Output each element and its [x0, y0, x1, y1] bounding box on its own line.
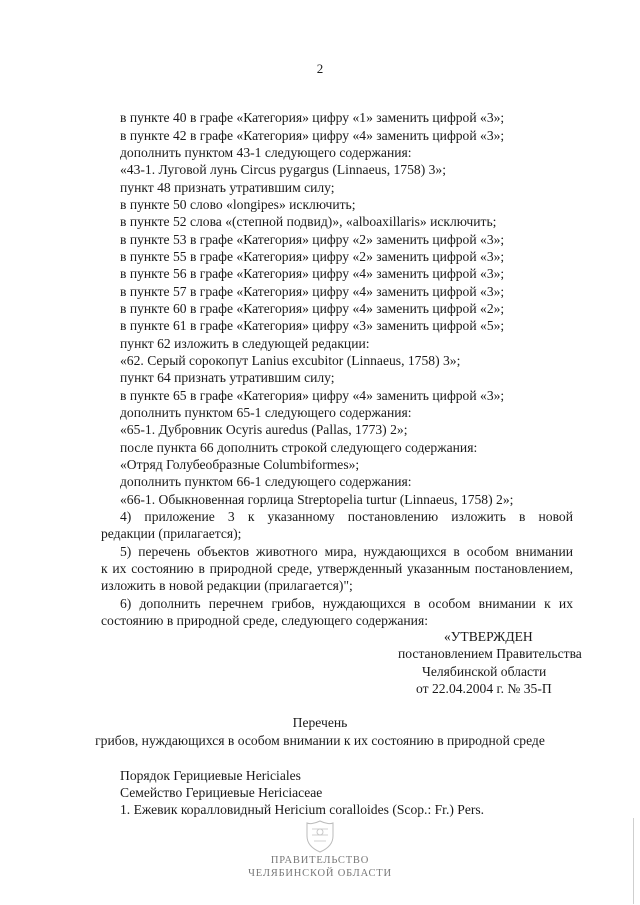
- amendment-line: в пункте 56 в графе «Категория» цифру «4» заменить цифрой «3»;: [120, 266, 505, 281]
- item-5-line: к их состоянию в природной среде, утвержденный указанным постановлением,: [101, 561, 573, 576]
- list-title: Перечень: [292, 715, 348, 730]
- taxon-family: Семейство Герициевые Hericiaceae: [120, 785, 323, 800]
- item-4-line: 4) приложение 3 к указанному постановлению изложить в новой: [120, 509, 573, 524]
- approval-heading: «УТВЕРЖДЕН: [444, 629, 533, 644]
- amendment-line: «43-1. Луговой лунь Circus pygargus (Linnaeus, 1758) 3»;: [120, 162, 446, 177]
- footer-government: ПРАВИТЕЛЬСТВО: [270, 855, 370, 866]
- item-6-line: состоянию в природной среде, следующего содержания:: [101, 613, 428, 628]
- amendment-line: «65-1. Дубровник Ocyris auredus (Pallas, 1773) 2»;: [120, 422, 408, 437]
- amendment-line: в пункте 53 в графе «Категория» цифру «2» заменить цифрой «3»;: [120, 232, 505, 247]
- amendment-line: пункт 64 признать утратившим силу;: [120, 370, 335, 385]
- amendment-line: дополнить пунктом 43-1 следующего содержания:: [120, 145, 412, 160]
- amendment-line: дополнить пунктом 65-1 следующего содержания:: [120, 405, 412, 420]
- amendment-line: «Отряд Голубеобразные Columbiformes»;: [120, 457, 360, 472]
- footer-region: ЧЕЛЯБИНСКОЙ ОБЛАСТИ: [248, 868, 392, 879]
- amendment-line: «66-1. Обыкновенная горлица Streptopelia turtur (Linnaeus, 1758) 2»;: [120, 492, 514, 507]
- amendment-line: в пункте 42 в графе «Категория» цифру «4» заменить цифрой «3»;: [120, 128, 505, 143]
- approval-date: от 22.04.2004 г. № 35-П: [416, 681, 552, 696]
- amendment-line: в пункте 61 в графе «Категория» цифру «3» заменить цифрой «5»;: [120, 318, 505, 333]
- taxon-species: 1. Ежевик коралловидный Hericium coralloides (Scop.: Fr.) Pers.: [120, 802, 485, 817]
- item-5-line: изложить в новой редакции (прилагается)";: [101, 578, 353, 593]
- amendment-line: в пункте 40 в графе «Категория» цифру «1» заменить цифрой «3»;: [120, 110, 505, 125]
- item-5-line: 5) перечень объектов животного мира, нуждающихся в особом внимании: [120, 544, 573, 559]
- amendment-line: «62. Серый сорокопут Lanius excubitor (Linnaeus, 1758) 3»;: [120, 353, 461, 368]
- coat-of-arms-icon: [300, 818, 340, 854]
- amendment-line: дополнить пунктом 66-1 следующего содержания:: [120, 474, 412, 489]
- scan-edge-line: [633, 818, 634, 904]
- item-4-line: редакции (прилагается);: [101, 526, 242, 541]
- amendment-line: в пункте 65 в графе «Категория» цифру «4» заменить цифрой «3»;: [120, 388, 505, 403]
- amendment-line: в пункте 60 в графе «Категория» цифру «4» заменить цифрой «2»;: [120, 301, 505, 316]
- amendment-line: пункт 62 изложить в следующей редакции:: [120, 336, 370, 351]
- approval-line: Челябинской области: [422, 664, 547, 679]
- item-6-line: 6) дополнить перечнем грибов, нуждающихся в особом внимании к их: [120, 596, 573, 611]
- amendment-line: в пункте 52 слова «(степной подвид)», «alboaxillaris» исключить;: [120, 214, 497, 229]
- page-number: 2: [316, 61, 324, 76]
- taxon-order: Порядок Герициевые Hericiales: [120, 768, 301, 783]
- amendment-line: в пункте 57 в графе «Категория» цифру «4» заменить цифрой «3»;: [120, 284, 505, 299]
- approval-line: постановлением Правительства: [398, 646, 582, 661]
- list-subtitle: грибов, нуждающихся в особом внимании к их состоянию в природной среде: [95, 733, 545, 748]
- amendment-line: пункт 48 признать утратившим силу;: [120, 180, 335, 195]
- amendment-line: после пункта 66 дополнить строкой следующего содержания:: [120, 440, 478, 455]
- amendment-line: в пункте 50 слово «longipes» исключить;: [120, 197, 356, 212]
- amendment-line: в пункте 55 в графе «Категория» цифру «2» заменить цифрой «3»;: [120, 249, 505, 264]
